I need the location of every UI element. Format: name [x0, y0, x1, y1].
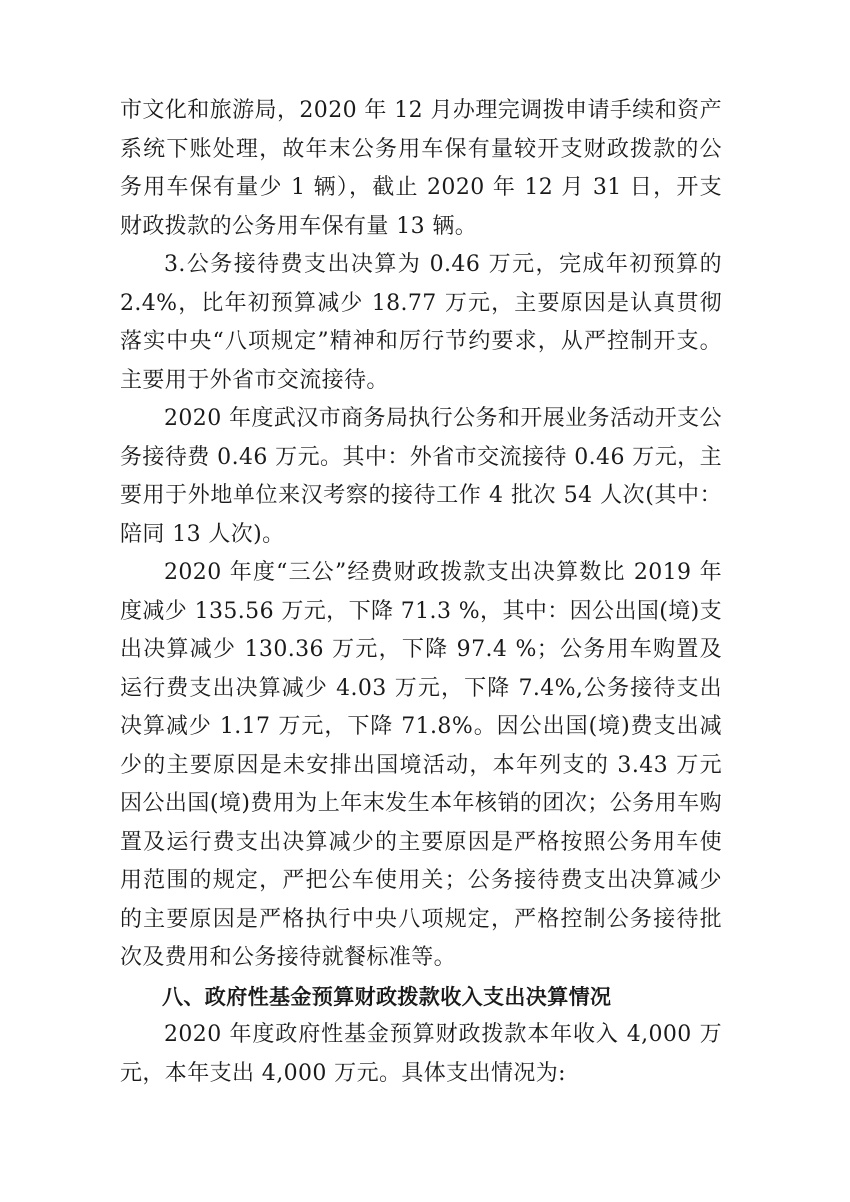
document-body [120, 92, 722, 1093]
section-heading: 八、政府性基金预算财政拨款收入支出决算情况 [162, 984, 612, 1009]
paragraph-government-fund: 2020 年度政府性基金预算财政拨款本年收入 4,000 万元，本年支出 4,000 万元。具体支出情况为: [120, 1022, 722, 1086]
paragraph-reception-expense: 3.公务接待费支出决算为 0.46 万元，完成年初预算的 2.4%，比年初预算减少 18.77 万元，主要原因是认真贯彻落实中央“八项规定”精神和厉行节约要求，从严控制开支。主要用于外省市交流接待。 [120, 252, 722, 393]
paragraph-three-public-expenses: 2020 年度“三公”经费财政拨款支出决算数比 2019 年度减少 135.56 万元，下降 71.3 %，其中：因公出国(境)支出决算减少 130.36 万元，下降 97.4 %；公务用车购置及运行费支出决算减少 4.03 万元，下降 7.4%,公务接待支出决算减少 1.17 万元，下降 71.8%。因公出国(境)费支出减少的主要原因是未安排出国境活动，本年列支的 3.43 万元因公出国(境)费用为上年末发生本年核销的团次；公务用车购置及运行费支出决算减少的主要原因是严格按照公务用车使用范围的规定，严把公车使用关；公务接待费支出决算减少的主要原因是严格执行中央八项规定，严格控制公务接待批次及费用和公务接待就餐标准等。 [120, 560, 723, 970]
paragraph-continuation: 市文化和旅游局，2020 年 12 月办理完调拨申请手续和资产系统下账处理，故年末公务用车保有量较开支财政拨款的公务用车保有量少 1 辆），截止 2020 年 12 月 31 日，开支财政拨款的公务用车保有量 13 辆。 [120, 98, 722, 239]
paragraph-reception-detail: 2020 年度武汉市商务局执行公务和开展业务活动开支公务接待费 0.46 万元。其中：外省市交流接待 0.46 万元，主要用于外地单位来汉考察的接待工作 4 批次 54 人次(其中：陪同 13 人次)。 [120, 406, 722, 547]
